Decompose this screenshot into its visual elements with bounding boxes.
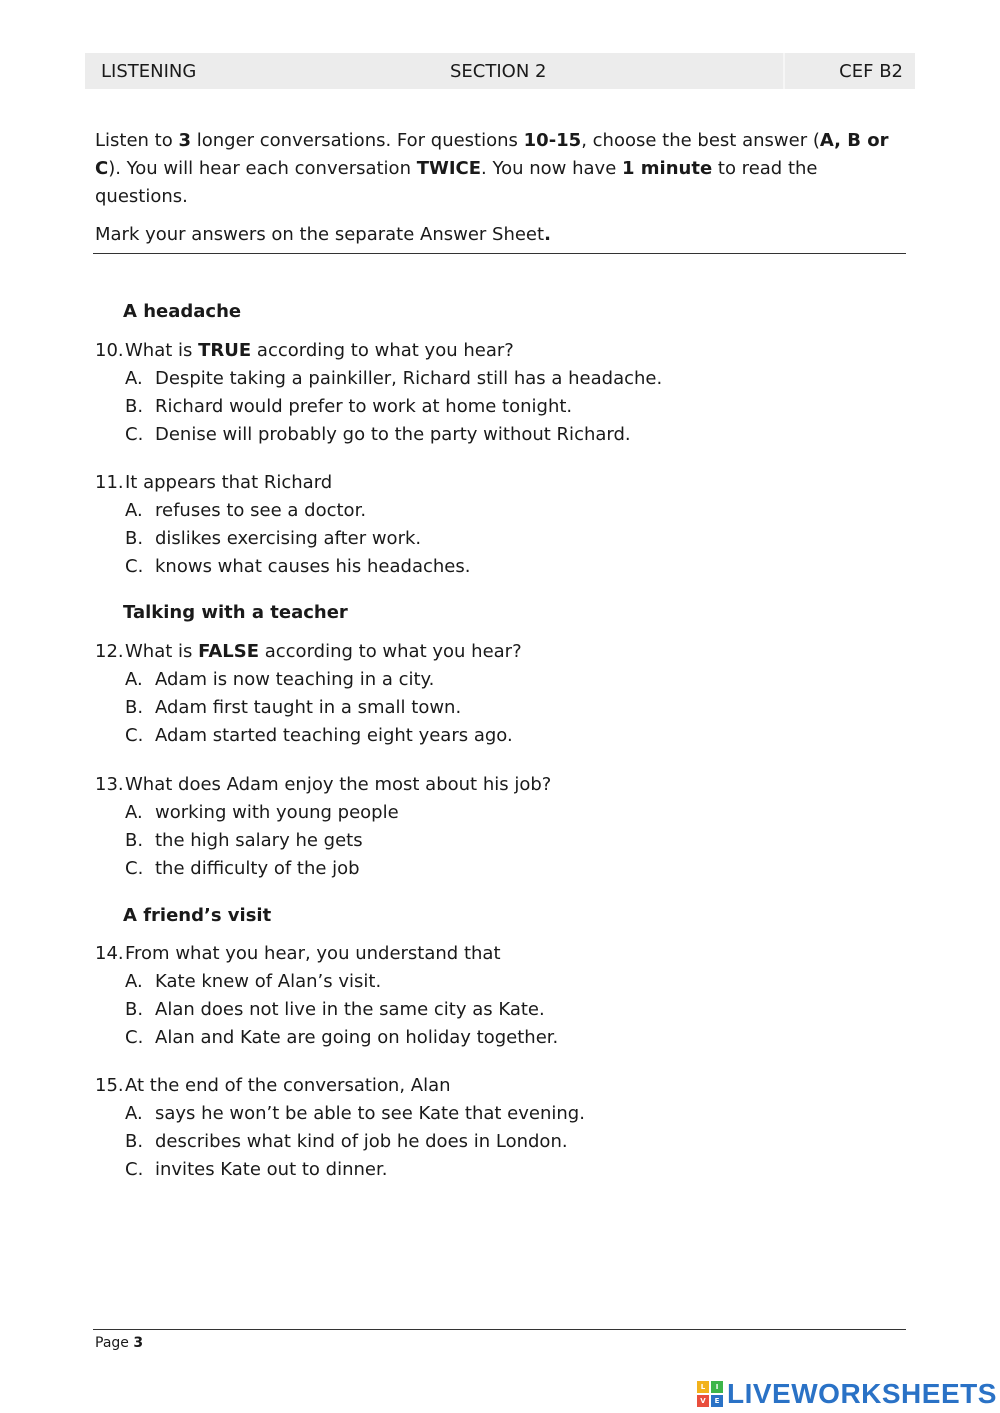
option-12c: C. Adam started teaching eight years ago.	[125, 725, 513, 746]
option-13a: A. working with young people	[125, 802, 399, 823]
header-listening: LISTENING	[101, 61, 197, 82]
option-11b: B. dislikes exercising after work.	[125, 528, 422, 549]
option-12a: A. Adam is now teaching in a city.	[125, 669, 435, 690]
option-14a: A. Kate knew of Alan’s visit.	[125, 971, 382, 992]
option-10a: A. Despite taking a painkiller, Richard still has a headache.	[125, 368, 663, 389]
liveworksheets-logo	[697, 1377, 997, 1411]
option-14c: C. Alan and Kate are going on holiday together.	[125, 1027, 559, 1048]
question-14: 14.From what you hear, you understand that A. Kate knew of Alan’s visit. B. Alan does not live in the same city as Kate. C. Alan and Kate are going on holiday together.	[95, 940, 558, 1052]
header-section: SECTION 2	[450, 61, 547, 82]
header-bar	[85, 53, 915, 89]
option-15c: C. invites Kate out to dinner.	[125, 1159, 388, 1180]
header-level: CEF B2	[839, 61, 903, 82]
logo-icon: L I V E	[697, 1381, 723, 1407]
question-12: 12.What is FALSE according to what you hear? A. Adam is now teaching in a city. B. Adam first taught in a small town. C. Adam started teaching eight years ago.	[95, 638, 522, 750]
logo-text: LIVEWORKSHEETS	[727, 1378, 997, 1409]
question-13: 13.What does Adam enjoy the most about his job? A. working with young people B. the high salary he gets C. the difficulty of the job	[95, 771, 551, 883]
option-11a: A. refuses to see a doctor.	[125, 500, 367, 521]
option-14b: B. Alan does not live in the same city as Kate.	[125, 999, 545, 1020]
option-15b: B. describes what kind of job he does in London.	[125, 1131, 568, 1152]
option-10b: B. Richard would prefer to work at home tonight.	[125, 396, 573, 417]
option-13c: C. the difficulty of the job	[125, 858, 360, 879]
section-title-teacher: Talking with a teacher	[123, 602, 348, 623]
section-title-friend: A friend’s visit	[123, 905, 272, 926]
divider-top	[93, 253, 906, 254]
answer-sheet-note: Mark your answers on the separate Answer Sheet.	[95, 224, 551, 245]
option-13b: B. the high salary he gets	[125, 830, 363, 851]
instructions-text: Listen to 3 longer conversations. For questions 10-15, choose the best answer (A, B or C). You will hear each conversation TWICE. You now have 1 minute to read the questions.	[95, 130, 889, 207]
option-12b: B. Adam first taught in a small town.	[125, 697, 462, 718]
option-10c: C. Denise will probably go to the party without Richard.	[125, 424, 631, 445]
divider-bottom	[93, 1329, 906, 1330]
question-11: 11.It appears that Richard A. refuses to see a doctor. B. dislikes exercising after work. C. knows what causes his headaches.	[95, 469, 470, 581]
question-15: 15.At the end of the conversation, Alan A. says he won’t be able to see Kate that evening. B. describes what kind of job he does in London. C. invites Kate out to dinner.	[95, 1072, 585, 1184]
option-11c: C. knows what causes his headaches.	[125, 556, 471, 577]
header-divider	[783, 53, 785, 89]
question-10: 10.What is TRUE according to what you hear? A. Despite taking a painkiller, Richard still has a headache. B. Richard would prefer to work at home tonight. C. Denise will probably go to the party without Richard.	[95, 337, 662, 449]
instructions	[95, 127, 905, 249]
page-number: Page 3	[95, 1335, 144, 1351]
option-15a: A. says he won’t be able to see Kate that evening.	[125, 1103, 585, 1124]
section-title-headache: A headache	[123, 301, 242, 322]
